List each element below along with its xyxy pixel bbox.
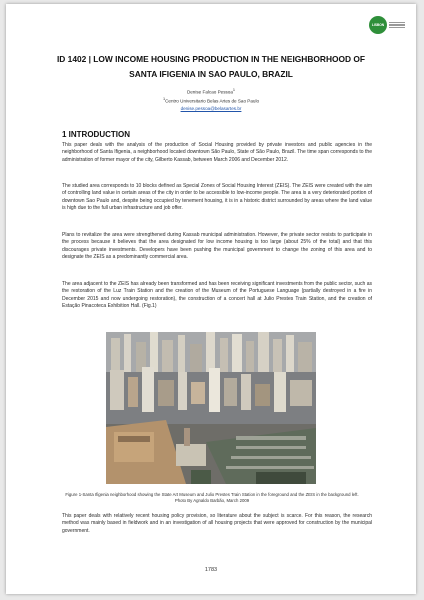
figure-1-photo: [106, 332, 316, 484]
paragraph-1: This paper deals with the analysis of the production of Social Housing provided by private investors and public agencies in the neighborhood of Santa Ifigenia, a neighborhood located downtown São Paulo, State of São Paulo, Brazil. The time span corresponds to the administration of former mayor of the city, Gilberto Kassab, between March 2006 and December 2012.: [62, 142, 372, 163]
author-name: Denise Falcao Pessoa$^1$: [186, 88, 236, 95]
figure-1-caption: Figure 1-Santa Ifigenia neighborhood showing the State Art Museum and Julio Prestes Train Station in the foreground and the ZEIS in the background left. Photo By Agnaldo Barbão, March 2009: [65, 492, 359, 504]
aerial-city-photo: [106, 332, 316, 484]
page-number: 1783: [204, 567, 218, 573]
paragraph-2: The studied area corresponds to 10 blocks defined as Special Zones of Social Housing Interest (ZEIS). The ZEIS were created with the aim of controlling land value in certain areas of the city in order to be accessible to low-income people. The area is a very deteriorated portion of downtown Sao Paulo and, despite being occupied by tenement housing, it is in a historic district surrounded by areas where the land value is high due to the full urban infrastructure and job offer.: [62, 183, 372, 212]
author-email-link[interactable]: denise.pessoa@belasartes.br: [180, 105, 242, 111]
conference-logo: [369, 16, 405, 34]
paragraph-5: This paper deals with relatively recent housing policy provision, so literature about the subject is scarce. For this reason, the research method was mainly based in fieldwork and in an investigation of all housing projects that were approved for construction by the municipal government.: [62, 513, 372, 534]
author-affiliation: $^1$Centro Universitario Belas Artes de Sao Paulo: [162, 97, 260, 104]
document-page: [6, 4, 416, 594]
paragraph-3: Plans to revitalize the area were strengthened during Kassab municipal administration. However, the private sector resists to participate in the process because it believes that the area designated for low income housing is too large (about 25% of the total) and that this discourages private investments. Developers have been pushing the municipal government to change the zoning of this area and to designate the ZEIS as a predominantly commercial area.: [62, 232, 372, 261]
paragraph-4: The area adjacent to the ZEIS has already been transformed and has been receiving significant investments from the public sector, such as the restoration of the Luz Train Station and the creation of the Museum of the Portuguese Language (partially destroyed in a fire in December 2015 and now undergoing restoration), the construction of a concert hall at Julio Prestes Train Station, and the creation of Estação Pinacoteca Exhibition Hall. (Fig.1): [62, 281, 372, 310]
section-heading: 1 INTRODUCTION: [62, 130, 130, 139]
author-block: [86, 87, 336, 112]
logo-lines: [389, 21, 405, 30]
paper-title: ID 1402 | LOW INCOME HOUSING PRODUCTION IN THE NEIGHBORHOOD OF SANTA IFIGENIA IN SAO PAULO, BRAZIL: [56, 54, 366, 79]
logo-badge: LISBON: [369, 16, 387, 34]
